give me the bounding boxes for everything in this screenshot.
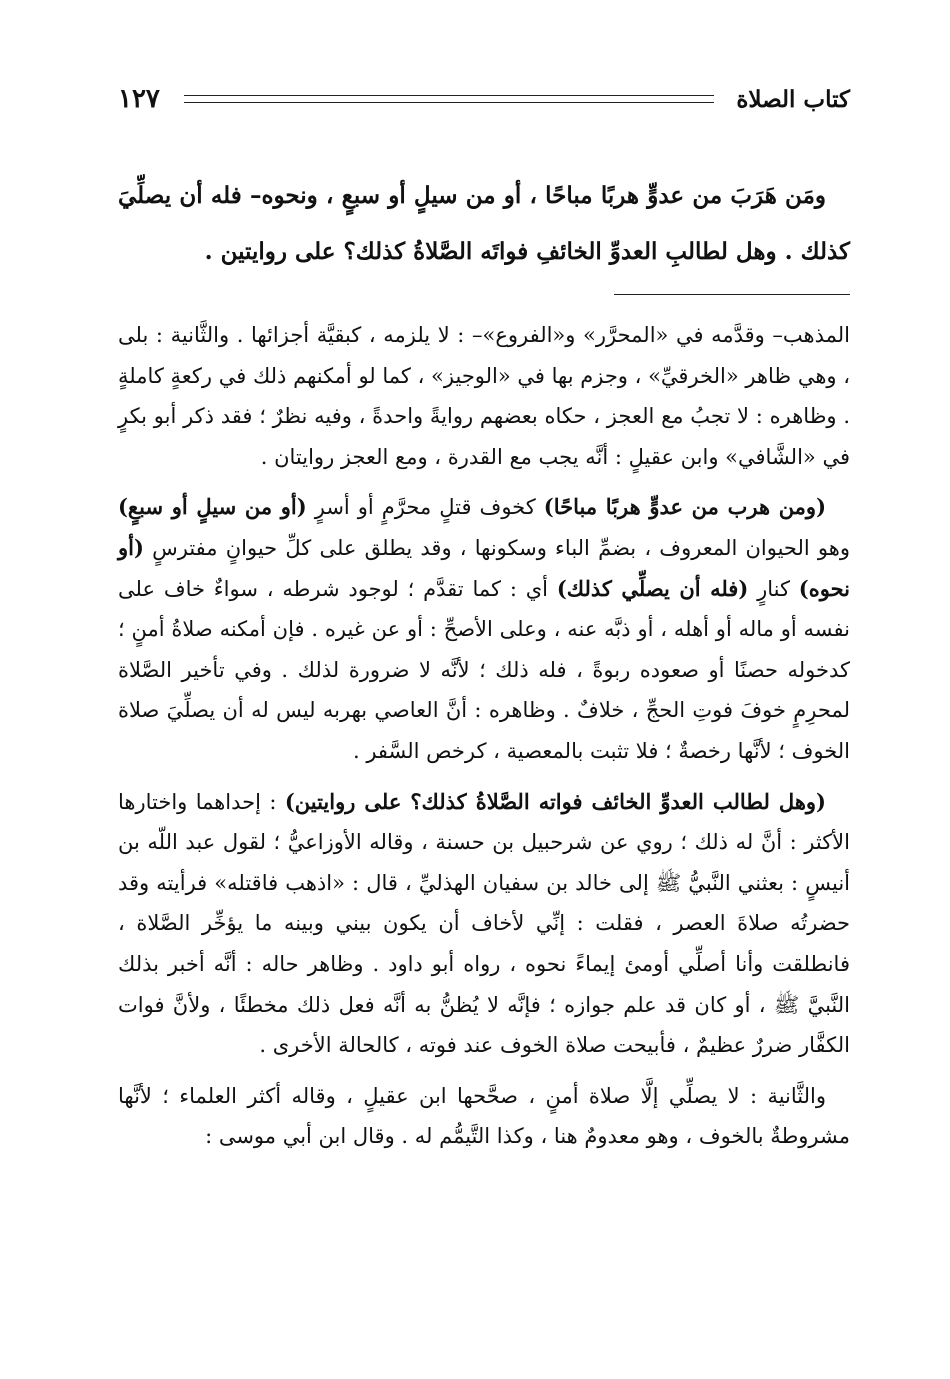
page-header xyxy=(118,78,850,120)
commentary-paragraph-2 xyxy=(118,487,850,771)
header-rule xyxy=(184,95,714,103)
commentary-text: كخوف قتلٍ محرَّمٍ أو أسرٍ xyxy=(306,495,544,520)
matn-quote: (وهل لطالب العدوِّ الخائف فواته الصَّلاةُ كذلك؟ على روايتين) xyxy=(284,788,826,814)
page-number: ١٢٧ xyxy=(118,84,160,114)
commentary-paragraph-4: والثَّانية : لا يصلِّي إلَّا صلاة أمنٍ ، صحَّحها ابن عقيلٍ ، وقاله أكثر العلماء ؛ لأنَّها مشروطةٌ بالخوف ، وهو معدومٌ هنا ، وكذا التَّيمُّم له . وقال ابن أبي موسى : xyxy=(118,1083,850,1149)
matn-paragraph: ومَن هَرَبَ من عدوٍّ هربًا مباحًا ، أو من سيلٍ أو سبعٍ ، ونحوه– فله أن يصلِّيَ كذلك . وهل لطالبِ العدوِّ الخائفِ فواتَه الصَّلاةُ كذلك؟ على روايتين . xyxy=(118,182,850,265)
commentary-text: كنارٍ xyxy=(748,576,799,601)
commentary-block xyxy=(118,315,850,1157)
matn-text-block xyxy=(118,168,850,280)
commentary-paragraph-1: المذهب– وقدَّمه في «المحرَّر» و«الفروع»– : لا يلزمه ، كبقيَّة أجزائها . والثَّانية : بلى ، وهي ظاهر «الخرقيِّ» ، وجزم بها في «الوجيز» ، كما لو أمكنهم ذلك في ركعةٍ كاملةٍ . وظاهره : لا تجبُ مع العجز ، حكاه بعضهم روايةً واحدةً ، وفيه نظرٌ ؛ فقد ذكر أبو بكرٍ في «الشَّافي» وابن عقيلٍ : أنَّه يجب مع القدرة ، ومع العجز روايتان . xyxy=(118,323,850,469)
commentary-paragraph-3 xyxy=(118,782,850,1066)
commentary-text: وهو الحيوان المعروف ، بضمِّ الباء وسكونها ، وقد يطلق على كلِّ حيوانٍ مفترسٍ xyxy=(143,535,850,560)
matn-quote: (أو من سيلٍ أو سبعٍ) xyxy=(118,494,307,520)
commentary-text: أي : كما تقدَّم ؛ لوجود شرطه ، سواءٌ خاف على نفسه أو ماله أو أهله ، أو ذبَّه عنه ، وعلى الأصحِّ : أو عن غيره . فإن أمكنه صلاةُ أمنٍ ؛ كدخوله حصنًا أو صعوده ربوةً ، فله ذلك ؛ لأنَّه لا ضرورة لذلك . وفي تأخير الصَّلاة لمحرِمٍ خوفَ فوتِ الحجِّ ، خلافٌ . وظاهره : أنَّ العاصي بهربه ليس له أن يصلِّيَ صلاة الخوف ؛ لأنَّها رخصةٌ ؛ فلا تثبت بالمعصية ، كرخص السَّفر . xyxy=(118,576,850,763)
commentary-text: : إحداهما واختارها الأكثر : أنَّ له ذلك ؛ روي عن شرحبيل بن حسنة ، وقاله الأوزاعيُّ ؛ لقول عبد اللّه بن أنيسٍ : بعثني النَّبيُّ ﷺ إلى خالد بن سفيان الهذليِّ ، قال : «اذهب فاقتله» فرأيته وقد حضرتُه صلاةَ العصر ، فقلت : إنِّي لأخاف أن يكون بيني وبينه ما يؤخِّر الصَّلاة ، فانطلقت وأنا أصلِّي أومئ إيماءً نحوه ، رواه أبو داود . وظاهر حاله : أنَّه أخبر بذلك النَّبيَّ ﷺ ، أو كان قد علم جوازه ؛ فإنَّه لا يُظنُّ به أنَّه فعل ذلك مخطئًا ، ولأنَّ فوات الكفَّار ضررٌ عظيمٌ ، فأبيحت صلاة الخوف عند فوته ، كالحالة الأخرى . xyxy=(118,789,850,1058)
matn-quote: (فله أن يصلِّي كذلك) xyxy=(556,575,749,601)
footnote-separator xyxy=(614,294,850,295)
matn-quote: (أو نحوه) xyxy=(118,534,850,601)
running-title: كتاب الصلاة xyxy=(736,85,850,113)
matn-quote: (ومن هرب من عدوٍّ هربًا مباحًا) xyxy=(543,494,827,520)
